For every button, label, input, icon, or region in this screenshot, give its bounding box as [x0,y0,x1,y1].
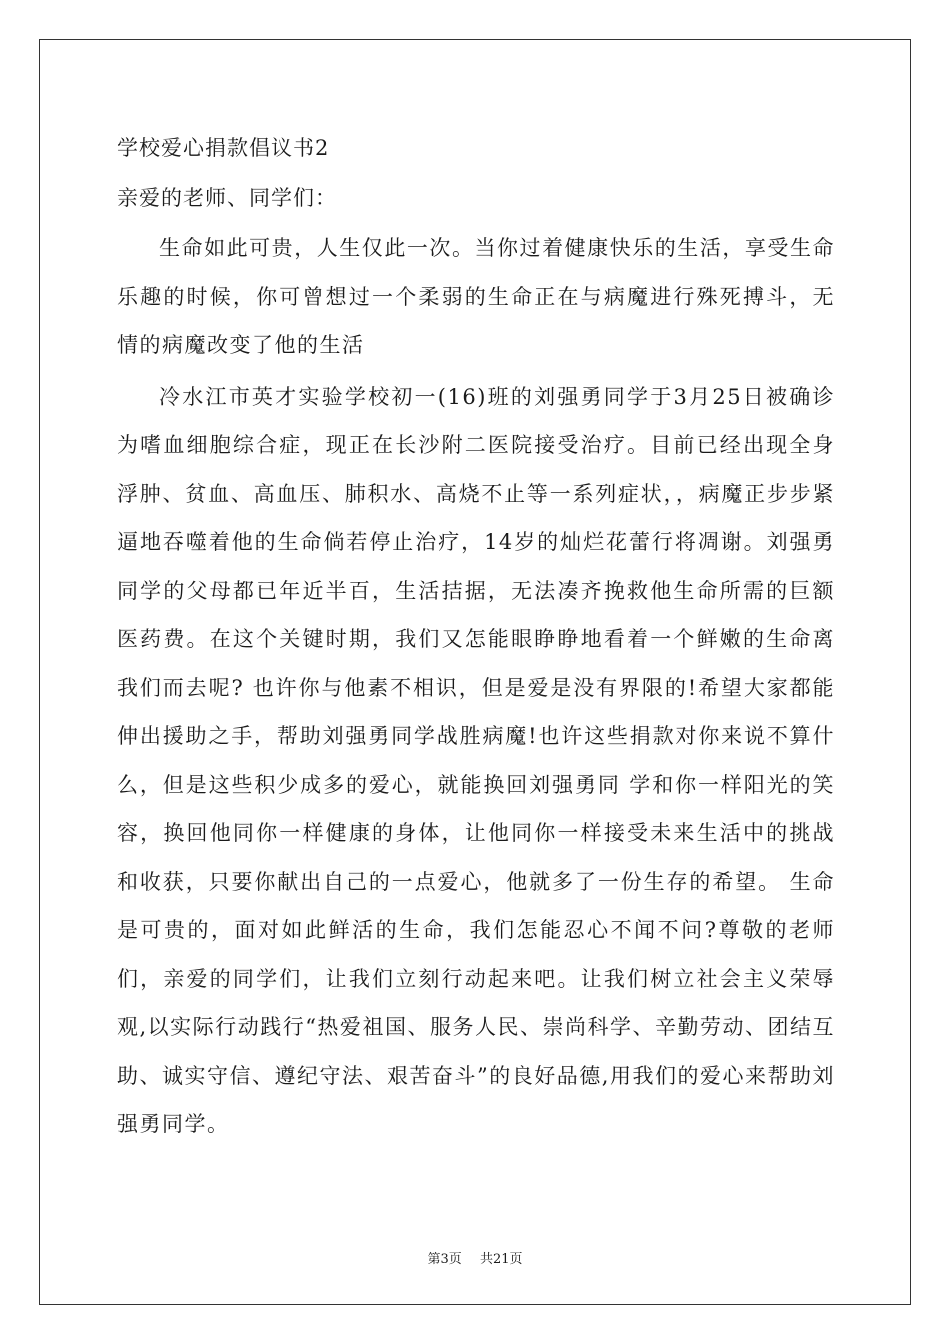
page-number: 第3页 [427,1252,462,1267]
document-body [117,128,835,1149]
page-total: 共21页 [479,1252,523,1267]
page-footer [0,1248,950,1267]
document-title: 学校爱心捐款倡议书2 [117,136,330,160]
paragraph-intro: 生命如此可贵，人生仅此一次。当你过着健康快乐的生活，享受生命乐趣的时候，你可曾想过一个柔弱的生命正在与病魔进行殊死搏斗，无情的病魔改变了他的生活 [117,236,835,357]
salutation: 亲爱的老师、同学们： [117,186,337,210]
paragraph-main: 冷水江市英才实验学校初一(16)班的刘强勇同学于3月25日被确诊为嗜血细胞综合症，现正在长沙附二医院接受治疗。目前已经出现全身浮肿、贫血、高血压、肺积水、高烧不止等一系列症状，，病魔正步步紧逼地吞噬着他的生命倘若停止治疗，14岁的灿烂花蕾行将凋谢。刘强勇同学的父母都已年近半百，生活拮据，无法凑齐挽救他生命所需的巨额医药费。在这个关键时期，我们又怎能眼睁睁地看着一个鲜嫩的生命离我们而去呢? 也许你与他素不相识，但是爱是没有界限的!希望大家都能伸出援助之手，帮助刘强勇同学战胜病魔!也许这些捐款对你来说不算什么，但是这些积少成多的爱心，就能换回刘强勇同 学和你一样阳光的笑容，换回他同你一样健康的身体，让他同你一样接受未来生活中的挑战和收获，只要你献出自己的一点爱心，他就多了一份生存的希望。 生命是可贵的，面对如此鲜活的生命，我们怎能忍心不闻不问?尊敬的老师们，亲爱的同学们，让我们立刻行动起来吧。让我们树立社会主义荣辱观,以实际行动践行“热爱祖国、服务人民、崇尚科学、辛勤劳动、团结互助、诚实守信、遵纪守法、艰苦奋斗”的良好品德,用我们的爱心来帮助刘强勇同学。 [117,384,835,1136]
